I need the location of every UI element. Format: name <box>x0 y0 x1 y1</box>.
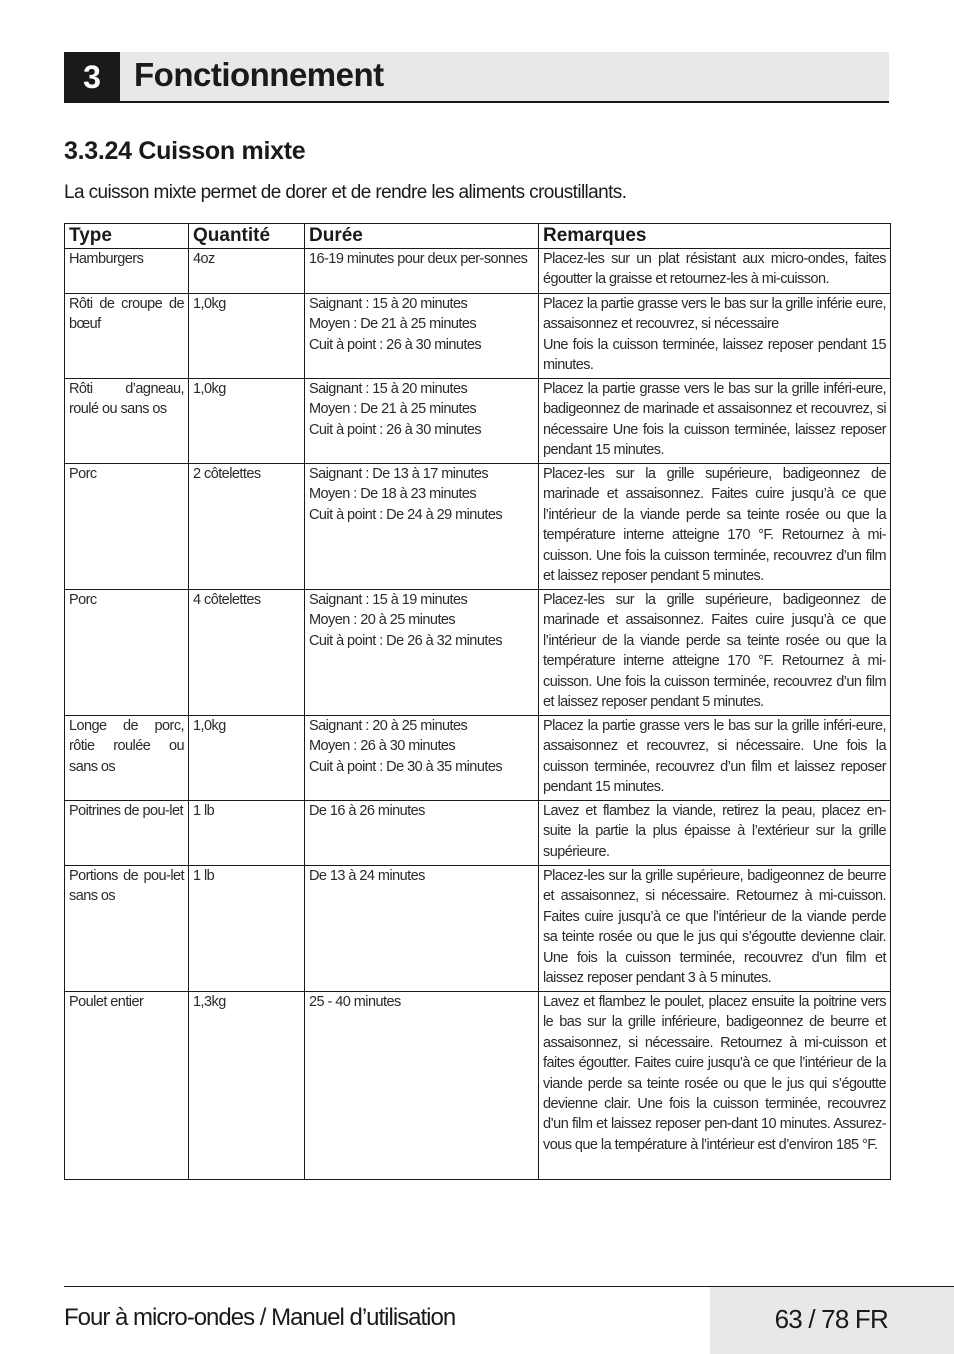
duration-line: De 13 à 24 minutes <box>309 868 425 884</box>
cell-duration <box>305 249 539 294</box>
remarks-line: Lavez et flambez la viande, retirez la peau, placez en-suite la partie la plus épaisse à l’extérieur sur la grille supérieure. <box>543 803 886 860</box>
table-body <box>65 249 891 1180</box>
duration-line: Cuit à point : De 24 à 29 minutes <box>309 506 503 523</box>
chapter-title: Fonctionnement <box>134 56 384 93</box>
duration-line: Cuit à point : De 26 à 32 minutes <box>309 632 503 649</box>
cell-quantity: 1 lb <box>189 801 305 866</box>
cell-quantity: 1 lb <box>189 866 305 992</box>
section-intro: La cuisson mixte permet de dorer et de rendre les aliments croustillants. <box>64 182 627 203</box>
cell-duration <box>305 379 539 464</box>
cell-duration <box>305 866 539 992</box>
cell-duration <box>305 801 539 866</box>
table-row <box>65 294 891 379</box>
cell-remarks <box>539 992 891 1180</box>
cell-duration <box>305 590 539 716</box>
remarks-line: Placez la partie grasse vers le bas sur la grille inféri-eure, assaisonnez et recouvrez, si nécessaire. Une fois la cuisson terminée, recouvrez d’un film et laissez reposer pendant 15 minutes. <box>543 718 886 796</box>
footer-page-number: 63 / 78 FR <box>774 1304 888 1334</box>
cell-remarks <box>539 590 891 716</box>
duration-line: Moyen : De 21 à 25 minutes <box>309 316 477 333</box>
cell-type: Poitrines de pou-let <box>65 801 189 866</box>
cooking-table <box>64 223 891 1180</box>
table-row <box>65 590 891 716</box>
header-remarks: Remarques <box>539 224 891 249</box>
duration-line: 25 - 40 minutes <box>309 994 401 1010</box>
remarks-line: Placez-les sur la grille supérieure, badigeonnez de marinade et assaisonnez. Faites cuire jusqu’à ce que l’intérieur de la viande perde sa teinte rosée ou que la température interne atteigne 170 °F. Retournez à mi-cuisson. Une fois la cuisson terminée, recouvrez d’un film et laissez reposer pendant 5 minutes. <box>543 466 886 585</box>
cell-remarks <box>539 379 891 464</box>
cell-remarks <box>539 716 891 801</box>
table-row <box>65 379 891 464</box>
table-row <box>65 866 891 992</box>
duration-line: Saignant : 15 à 20 minutes <box>309 296 468 312</box>
header-quantity: Quantité <box>189 224 305 249</box>
duration-line: Moyen : De 18 à 23 minutes <box>309 486 477 503</box>
cell-quantity: 1,0kg <box>189 716 305 801</box>
duration-line: Cuit à point : 26 à 30 minutes <box>309 421 482 438</box>
cell-quantity: 2 côtelettes <box>189 464 305 590</box>
table-row <box>65 464 891 590</box>
cell-type: Rôti d’agneau, roulé ou sans os <box>65 379 189 464</box>
table-header-row <box>65 224 891 249</box>
cell-type: Hamburgers <box>65 249 189 294</box>
cell-type: Poulet entier <box>65 992 189 1180</box>
remarks-line: Lavez et flambez le poulet, placez ensuite la poitrine vers le bas sur la grille inférieure, badigeonnez de beurre et assaisonnez, si nécessaire. Retournez à mi-cuisson et faites égoutter. Faites cuire jusqu’à ce que l’intérieur de la viande perde sa teinte rosée ou que le jus qui s’égoutte devienne clair. Une fois la cuisson terminée, recouvrez d’un film et laissez reposer pen-dant 10 minutes. Assurez-vous que la température à l’intérieur est d’environ 185 °F. <box>543 994 886 1153</box>
remarks-line: Placez la partie grasse vers le bas sur la grille inférie eure, assaisonnez et recouvrez, si nécessaire <box>543 296 886 333</box>
duration-line: Saignant : 20 à 25 minutes <box>309 718 468 734</box>
chapter-header <box>64 52 889 101</box>
duration-line: Cuit à point : De 30 à 35 minutes <box>309 758 503 775</box>
duration-line: De 16 à 26 minutes <box>309 803 425 819</box>
remarks-line: Placez-les sur la grille supérieure, badigeonnez de beurre et assaisonnez, si nécessaire. Retournez à mi-cuisson. Faites cuire jusqu’à ce que l’intérieur de la viande perde sa teinte rosée ou que le jus qui s’égoutte devienne clair. Une fois la cuisson terminée, recouvrez d’un film et laissez reposer pendant 3 à 5 minutes. <box>543 868 886 987</box>
cell-type: Porc <box>65 590 189 716</box>
cell-quantity: 1,0kg <box>189 294 305 379</box>
remarks-line: Placez la partie grasse vers le bas sur la grille inféri-eure, badigeonnez de marinade et assaisonnez et recouvrez, si nécessaire Une fois la cuisson terminée, laissez reposer pendant 15 minutes. <box>543 381 886 459</box>
cell-quantity: 1,0kg <box>189 379 305 464</box>
duration-line: Moyen : 20 à 25 minutes <box>309 612 456 629</box>
header-duration: Durée <box>305 224 539 249</box>
duration-line: Moyen : De 21 à 25 minutes <box>309 401 477 418</box>
cell-remarks <box>539 866 891 992</box>
cell-type: Porc <box>65 464 189 590</box>
duration-line: Moyen : 26 à 30 minutes <box>309 738 456 755</box>
duration-line: Cuit à point : 26 à 30 minutes <box>309 336 482 353</box>
cell-quantity: 1,3kg <box>189 992 305 1180</box>
header-type: Type <box>65 224 189 249</box>
duration-line: Saignant : 15 à 20 minutes <box>309 381 468 397</box>
cell-duration <box>305 294 539 379</box>
remarks-line: Placez-les sur un plat résistant aux micro-ondes, faites égoutter la graisse et retournez-les à mi-cuisson. <box>543 251 886 288</box>
duration-line: Saignant : De 13 à 17 minutes <box>309 466 489 482</box>
table-row <box>65 249 891 294</box>
table-row <box>65 716 891 801</box>
duration-line: Saignant : 15 à 19 minutes <box>309 592 468 608</box>
table-row <box>65 992 891 1180</box>
cell-remarks <box>539 294 891 379</box>
remarks-line: Une fois la cuisson terminée, laissez reposer pendant 15 minutes. <box>543 336 886 374</box>
cell-duration <box>305 992 539 1180</box>
chapter-number: 3 <box>64 52 120 103</box>
duration-line: 16-19 minutes pour deux per-sonnes <box>309 251 528 267</box>
cell-quantity: 4oz <box>189 249 305 294</box>
section-title: 3.3.24 Cuisson mixte <box>64 137 306 165</box>
footer-manual-title: Four à micro-ondes / Manuel d’utilisation <box>64 1304 456 1331</box>
remarks-line: Placez-les sur la grille supérieure, badigeonnez de marinade et assaisonnez. Faites cuire jusqu’à ce que l’intérieur de la viande perde sa teinte rosée ou que la température interne atteigne 170 °F. Retournez à mi-cuisson. Une fois la cuisson terminée, recouvrez d’un film et laissez reposer pendant 5 minutes. <box>543 592 886 711</box>
cell-duration <box>305 716 539 801</box>
cell-type: Rôti de croupe de bœuf <box>65 294 189 379</box>
cell-quantity: 4 côtelettes <box>189 590 305 716</box>
cell-remarks <box>539 801 891 866</box>
cell-duration <box>305 464 539 590</box>
cell-type: Longe de porc, rôtie roulée ou sans os <box>65 716 189 801</box>
cell-remarks <box>539 249 891 294</box>
table-row <box>65 801 891 866</box>
cell-type: Portions de pou-let sans os <box>65 866 189 992</box>
cell-remarks <box>539 464 891 590</box>
